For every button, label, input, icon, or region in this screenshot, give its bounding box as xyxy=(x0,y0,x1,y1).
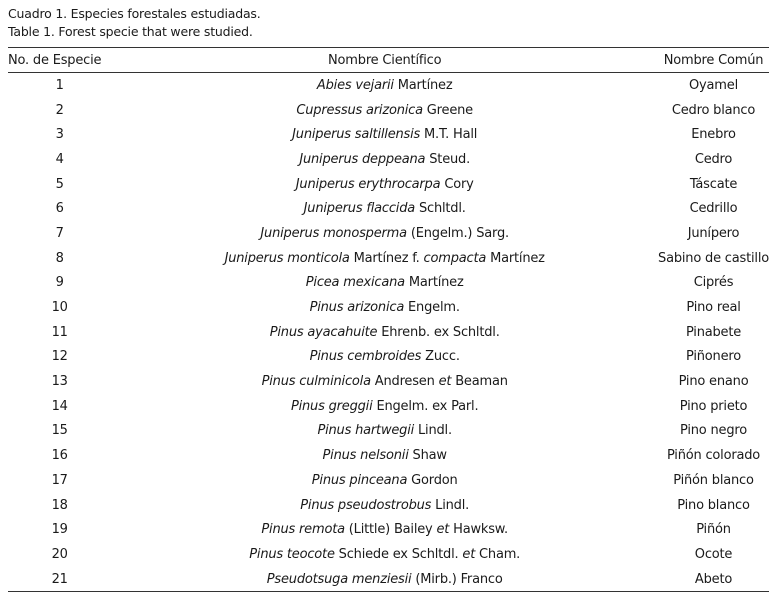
table-row xyxy=(8,147,769,172)
caption-spanish: Cuadro 1. Especies forestales estudiadas. xyxy=(8,6,261,21)
species-number: 3 xyxy=(55,127,64,143)
scientific-name-part: Steud. xyxy=(425,151,471,167)
common-name: Abeto xyxy=(658,567,769,592)
scientific-name-part: Engelm. xyxy=(404,300,460,316)
table-row xyxy=(8,172,769,197)
scientific-name-part: Schiede ex Schltdl. xyxy=(334,546,463,562)
scientific-name-italic-part: Pinus teocote xyxy=(249,546,335,562)
scientific-name xyxy=(111,246,658,271)
scientific-name-italic-part: Juniperus deppeana xyxy=(299,151,426,167)
scientific-name xyxy=(111,271,658,296)
scientific-name xyxy=(111,295,658,320)
common-name: Ocote xyxy=(694,546,733,562)
table-row xyxy=(8,73,769,98)
scientific-name xyxy=(111,147,658,172)
scientific-name-italic-part: Pinus ayacahuite xyxy=(269,324,378,340)
species-number: 13 xyxy=(51,374,68,390)
common-name: Junípero xyxy=(687,225,740,241)
species-number: 16 xyxy=(51,448,68,464)
scientific-name-italic-part: Pinus culminicola xyxy=(261,374,371,390)
common-name: Sabino de castillo xyxy=(658,250,769,266)
common-name: Pino prieto xyxy=(679,398,748,414)
common-name: Piñón xyxy=(696,522,731,538)
table-row xyxy=(8,98,769,123)
common-name: Cedro blanco xyxy=(671,102,756,118)
scientific-name-part: Martínez f. xyxy=(349,250,424,266)
scientific-name-italic-part: Pinus arizonica xyxy=(309,300,405,316)
table-row xyxy=(8,369,769,394)
scientific-name xyxy=(111,567,658,592)
scientific-name xyxy=(111,394,658,419)
common-name: Pino real xyxy=(686,300,741,316)
scientific-name-italic-part: Juniperus monticola xyxy=(224,250,350,266)
common-name: Oyamel xyxy=(689,77,738,93)
common-name: Pino enano xyxy=(678,374,749,390)
table-row xyxy=(8,345,769,370)
scientific-name-italic-part: Juniperus monosperma xyxy=(260,225,407,241)
table-row xyxy=(8,419,769,444)
table-row xyxy=(8,493,769,518)
scientific-name-part: Beaman xyxy=(451,374,508,390)
scientific-name-part: Martínez xyxy=(393,77,453,93)
scientific-name xyxy=(111,172,658,197)
scientific-name-part: Ehrenb. ex Schltdl. xyxy=(377,324,500,340)
table-row xyxy=(8,295,769,320)
caption-english: Table 1. Forest specie that were studied. xyxy=(8,24,253,39)
table-row xyxy=(8,320,769,345)
scientific-name xyxy=(111,221,658,246)
table-row xyxy=(8,246,769,271)
scientific-name-italic-part: Juniperus flaccida xyxy=(303,201,416,217)
table-row xyxy=(8,271,769,296)
scientific-name-part: (Engelm.) Sarg. xyxy=(406,225,509,241)
header-species-number: No. de Especie xyxy=(8,48,111,73)
species-number: 11 xyxy=(51,324,68,340)
scientific-name-italic-part: Pinus greggii xyxy=(290,398,373,414)
common-name: Pinabete xyxy=(685,324,742,340)
scientific-name-part: Engelm. ex Parl. xyxy=(372,398,479,414)
common-name: Piñón blanco xyxy=(673,472,754,488)
scientific-name xyxy=(111,468,658,493)
scientific-name-italic-part: Pinus remota xyxy=(261,522,345,538)
table-row xyxy=(8,221,769,246)
species-number: 17 xyxy=(51,472,68,488)
table-body xyxy=(8,73,769,592)
species-number: 18 xyxy=(51,497,68,513)
common-name: Ciprés xyxy=(693,275,734,291)
scientific-name xyxy=(111,122,658,147)
scientific-name xyxy=(111,369,658,394)
common-name: Cedrillo xyxy=(689,201,738,217)
scientific-name-part: Shaw xyxy=(408,448,447,464)
scientific-name xyxy=(111,443,658,468)
scientific-name xyxy=(111,517,658,542)
scientific-name xyxy=(111,320,658,345)
table-row xyxy=(8,468,769,493)
scientific-name-part: Martínez xyxy=(486,250,545,266)
species-number: 1 xyxy=(55,77,64,93)
scientific-name xyxy=(111,73,658,98)
species-number: 6 xyxy=(55,201,64,217)
scientific-name-part: Schltdl. xyxy=(415,201,466,217)
scientific-name-part: Zucc. xyxy=(421,349,460,365)
scientific-name-italic-part: Pinus nelsonii xyxy=(322,448,409,464)
header-scientific-name: Nombre Científico xyxy=(111,48,658,73)
scientific-name xyxy=(111,196,658,221)
table-row xyxy=(8,196,769,221)
species-number: 21 xyxy=(8,567,111,592)
species-number: 14 xyxy=(51,398,68,414)
scientific-name xyxy=(111,542,658,567)
scientific-name-part: Hawksw. xyxy=(449,522,508,538)
species-number: 20 xyxy=(51,546,68,562)
scientific-name-italic-part: et xyxy=(438,374,452,390)
scientific-name-italic-part: Juniperus saltillensis xyxy=(292,127,421,143)
common-name: Piñonero xyxy=(686,349,742,365)
species-table xyxy=(8,47,769,592)
common-name: Pino negro xyxy=(680,423,747,439)
scientific-name xyxy=(111,419,658,444)
species-number: 19 xyxy=(51,522,68,538)
species-number: 4 xyxy=(55,151,64,167)
scientific-name-part: (Mirb.) Franco xyxy=(411,571,503,587)
table-captions xyxy=(8,5,261,41)
header-common-name: Nombre Común xyxy=(658,48,769,73)
common-name: Cedro xyxy=(694,151,733,167)
scientific-name-part: Greene xyxy=(422,102,473,118)
table-header-row xyxy=(8,48,769,73)
common-name: Enebro xyxy=(691,127,736,143)
scientific-name-italic-part: Pinus cembroides xyxy=(309,349,422,365)
table-row xyxy=(8,567,769,592)
table-row xyxy=(8,122,769,147)
scientific-name-italic-part: Picea mexicana xyxy=(305,275,405,291)
scientific-name-italic-part: Pinus hartwegii xyxy=(317,423,415,439)
common-name: Táscate xyxy=(689,176,738,192)
scientific-name-part: Lindl. xyxy=(414,423,452,439)
table-row xyxy=(8,443,769,468)
species-number: 7 xyxy=(55,225,64,241)
scientific-name xyxy=(111,98,658,123)
scientific-name-part: Martínez xyxy=(404,275,464,291)
scientific-name-part: Andresen xyxy=(370,374,439,390)
scientific-name xyxy=(111,345,658,370)
scientific-name-italic-part: Juniperus erythrocarpa xyxy=(295,176,441,192)
scientific-name-part: (Little) Bailey xyxy=(344,522,437,538)
species-number: 15 xyxy=(51,423,68,439)
scientific-name-italic-part: Pinus pinceana xyxy=(311,472,408,488)
species-number: 12 xyxy=(51,349,68,365)
table-row xyxy=(8,517,769,542)
scientific-name-italic-part: compacta xyxy=(423,250,487,266)
scientific-name-part: Gordon xyxy=(407,472,458,488)
scientific-name-part: Cham. xyxy=(475,546,521,562)
scientific-name-part: Lindl. xyxy=(431,497,470,513)
scientific-name-italic-part: Pinus pseudostrobus xyxy=(300,497,432,513)
species-number: 5 xyxy=(55,176,64,192)
scientific-name xyxy=(111,493,658,518)
common-name: Pino blanco xyxy=(677,497,750,513)
table-row xyxy=(8,542,769,567)
species-number: 2 xyxy=(55,102,64,118)
scientific-name-part: M.T. Hall xyxy=(420,127,478,143)
species-number: 10 xyxy=(51,300,68,316)
scientific-name-italic-part: Pseudotsuga menziesii xyxy=(266,571,412,587)
species-number: 9 xyxy=(55,275,64,291)
table-row xyxy=(8,394,769,419)
scientific-name-italic-part: et xyxy=(436,522,450,538)
scientific-name-part: Cory xyxy=(440,176,474,192)
common-name: Piñón colorado xyxy=(666,448,761,464)
scientific-name-italic-part: Cupressus arizonica xyxy=(296,102,423,118)
species-number: 8 xyxy=(55,250,64,266)
scientific-name-italic-part: et xyxy=(462,546,476,562)
scientific-name-italic-part: Abies vejarii xyxy=(316,77,394,93)
